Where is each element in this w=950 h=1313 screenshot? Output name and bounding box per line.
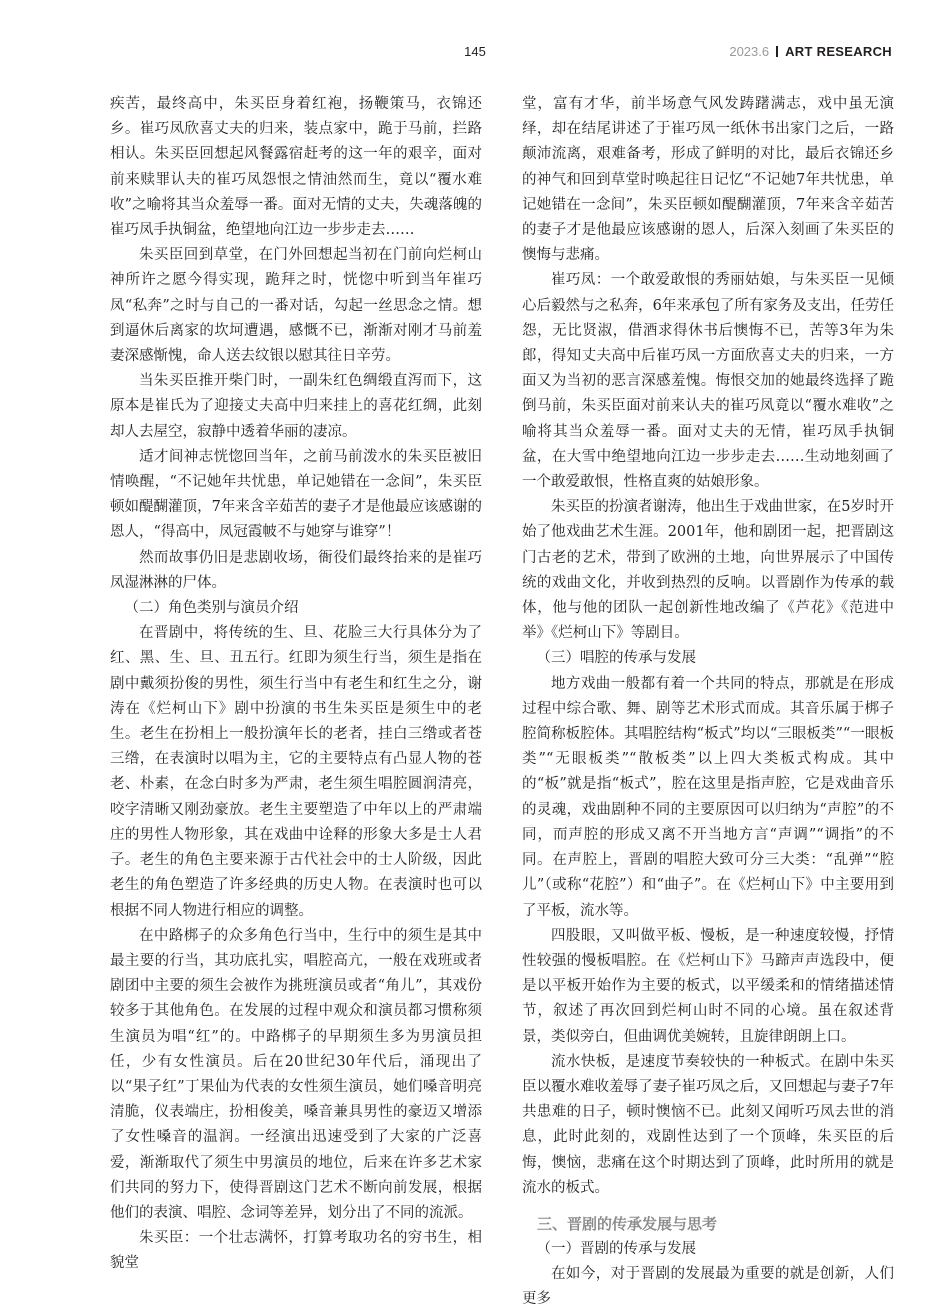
paragraph: 当朱买臣推开柴门时，一副朱红色绸缎直泻而下，这原本是崔氏为了迎接丈夫高中归来挂上的喜花红绸，此刻却人去屋空，寂静中透着华丽的凄凉。: [110, 373, 482, 440]
paragraph: 然而故事仍旧是悲剧收场，衙役们最终抬来的是崔巧凤湿淋淋的尸体。: [110, 549, 482, 591]
paragraph: 四股眼，又叫做平板、慢板，是一种速度较慢，抒情性较强的慢板唱腔。在《烂柯山下》马蹄声声选段中，便是以平板开始作为主要的板式，以平缓柔和的情绪描述情节，叙述了再次回到烂柯山时不同的心境。虽在叙述背景，类似旁白，但曲调优美婉转，且旋律朗朗上口。: [522, 927, 894, 1045]
paragraph: 地方戏曲一般都有着一个共同的特点，那就是在形成过程中综合歌、舞、剧等艺术形式而成。其音乐属于梆子腔简称板腔体。其唱腔结构“板式”均以“三眼板类”“一眼板类”“无眼板类”“散板类”以上四大类板式构成。其中的“板”就是指“板式”，腔在这里是指声腔，它是戏曲音乐的灵魂，戏曲剧种不同的主要原因可以归纳为“声腔”的不同，而声腔的形成又离不开当地方言“声调”“调指”的不同。在声腔上，晋剧的唱腔大致可分三大类：“乱弹”“腔儿”（或称“花腔”）和“曲子”。在《烂柯山下》中主要用到了平板，流水等。: [522, 675, 894, 919]
paragraph: 崔巧凤：一个敢爱敢恨的秀丽姑娘，与朱买臣一见倾心后毅然与之私奔，6年来承包了所有家务及支出，任劳任怨，无比贤淑，借酒求得休书后懊悔不已，苦等3年为朱郎，得知丈夫高中后崔巧凤一方面欣喜丈夫的归来，一方面又为当初的恶言深感羞愧。悔恨交加的她最终选择了跪倒马前，朱买臣面对前来认夫的崔巧凤竟以“覆水难收”之喻将其当众羞辱一番。面对丈夫的无情，崔巧凤手执铜盆，在大雪中绝望地向江边一步步走去……生动地刻画了一个敢爱敢恨，性格直爽的姑娘形象。: [522, 272, 894, 491]
paragraph: 朱买臣回到草堂，在门外回想起当初在门前向烂柯山神所许之愿今得实现，跪拜之时，恍惚中听到当年崔巧凤“私奔”之时与自己的一番对话，勾起一丝思念之情。想到逼休后离家的坎坷遭遇，感慨不已，渐渐对刚才马前羞妻深感惭愧，命人送去纹银以慰其往日辛劳。: [110, 247, 482, 365]
paragraph: 流水快板，是速度节奏较快的一种板式。在剧中朱买臣以覆水难收羞辱了妻子崔巧凤之后，又回想起与妻子7年共患难的日子，顿时懊恼不已。此刻又闻听巧凤去世的消息，此时此刻的，戏剧性达到了一个顶峰，朱买臣的后悔，懊恼，悲痛在这个时期达到了顶峰，此时所用的就是流水的板式。: [522, 1053, 894, 1196]
page-number: 145: [464, 44, 486, 59]
section-heading: 三、晋剧的传承发展与思考: [537, 1214, 718, 1233]
paragraph: 在如今，对于晋剧的发展最为重要的就是创新，人们更多: [522, 1266, 894, 1308]
left-column: [110, 92, 482, 1277]
journal-name: ART RESEARCH: [785, 44, 892, 59]
subsection-heading: （一）晋剧的传承与发展: [536, 1240, 696, 1257]
right-column: [522, 92, 894, 1313]
paragraph: 朱买臣：一个壮志满怀，打算考取功名的穷书生，相貌堂: [110, 1230, 482, 1272]
paragraph: 适才间神志恍惚回当年，之前马前泼水的朱买臣被旧情唤醒，“不记她年共忧患，单记她错在一念间”，朱买臣顿如醍醐灌顶，7年来含辛茹苦的妻子才是他最应该感谢的恩人，“得高中，凤冠霞帔不与她穿与谁穿”！: [110, 448, 482, 541]
paragraph: 朱买臣的扮演者谢涛，他出生于戏曲世家，在5岁时开始了他戏曲艺术生涯。2001年，他和剧团一起，把晋剧这门古老的艺术，带到了欧洲的土地，向世界展示了中国传统的戏曲文化，并收到热烈的反响。以晋剧作为传承的载体，他与他的团队一起创新性地改编了《芦花》《范进中举》《烂柯山下》等剧目。: [522, 499, 894, 642]
paragraph: 在晋剧中，将传统的生、旦、花脸三大行具体分为了红、黑、生、旦、丑五行。红即为须生行当，须生是指在剧中戴须扮俊的男性，须生行当中有老生和红生之分，谢涛在《烂柯山下》剧中扮演的书生朱买臣是须生中的老生。老生在扮相上一般扮演年长的老者，挂白三绺或者苍三绺，在表演时以唱为主，它的主要特点有凸显人物的苍老、朴素，在念白时多为严肃，老生须生唱腔圆润清亮，咬字清晰又刚劲豪放。老生主要塑造了中年以上的严肃端庄的男性人物形象，其在戏曲中诠释的形象大多是士人君子。老生的角色主要来源于古代社会中的士人阶级，因此老生的角色塑造了许多经典的历史人物。在表演时也可以根据不同人物进行相应的调整。: [110, 625, 482, 919]
subsection-heading: （三）唱腔的传承与发展: [536, 650, 696, 667]
paragraph: 在中路梆子的众多角色行当中，生行中的须生是其中最主要的行当，其功底扎实，唱腔高亢，一般在戏班或者剧团中主要的须生会被作为挑班演员或者“角儿”，其戏份较多于其他角色。在发展的过程中观众和演员都习惯称须生演员为唱“红”的。中路梆子的早期须生多为男演员担任，少有女性演员。后在20世纪30年代后，涌现出了以“果子红”丁果仙为代表的女性须生演员，她们嗓音明亮清脆，仪表端庄，扮相俊美，嗓音兼具男性的豪迈又增添了女性嗓音的温润。一经演出迅速受到了大家的广泛喜爱，渐渐取代了须生中男演员的地位，后来在许多艺术家们共同的努力下，使得晋剧这门艺术不断向前发展，根据他们的表演、唱腔、念词等差异，划分出了不同的流派。: [110, 927, 482, 1221]
subsection-heading: （二）角色类别与演员介绍: [124, 600, 299, 617]
issue-number: 2023.6: [729, 44, 770, 59]
header-divider: [776, 46, 778, 57]
paragraph: 疾苦，最终高中，朱买臣身着红袍，扬鞭策马，衣锦还乡。崔巧凤欣喜丈夫的归来，装点家中，跪于马前，拦路相认。朱买臣回想起风餐露宿赶考的这一年的艰辛，面对前来赎罪认夫的崔巧凤怨恨之情油然而生，竟以“覆水难收”之喻将其当众羞辱一番。面对无情的丈夫，失魂落魄的崔巧凤手执铜盆，绝望地向江边一步步走去……: [110, 96, 482, 239]
journal-header: [729, 44, 892, 59]
paragraph: 堂，富有才华，前半场意气风发踌躇满志，戏中虽无演绎，却在结尾讲述了于崔巧凤一纸休书出家门之后，一路颠沛流离，艰难备考，形成了鲜明的对比，最后衣锦还乡的神气和回到草堂时唤起往日记忆“不记她7年共忧患，单记她错在一念间”，朱买臣顿如醍醐灌顶，7年来含辛茹苦的妻子才是他最应该感谢的恩人，后深入刻画了朱买臣的懊悔与悲痛。: [522, 96, 894, 264]
